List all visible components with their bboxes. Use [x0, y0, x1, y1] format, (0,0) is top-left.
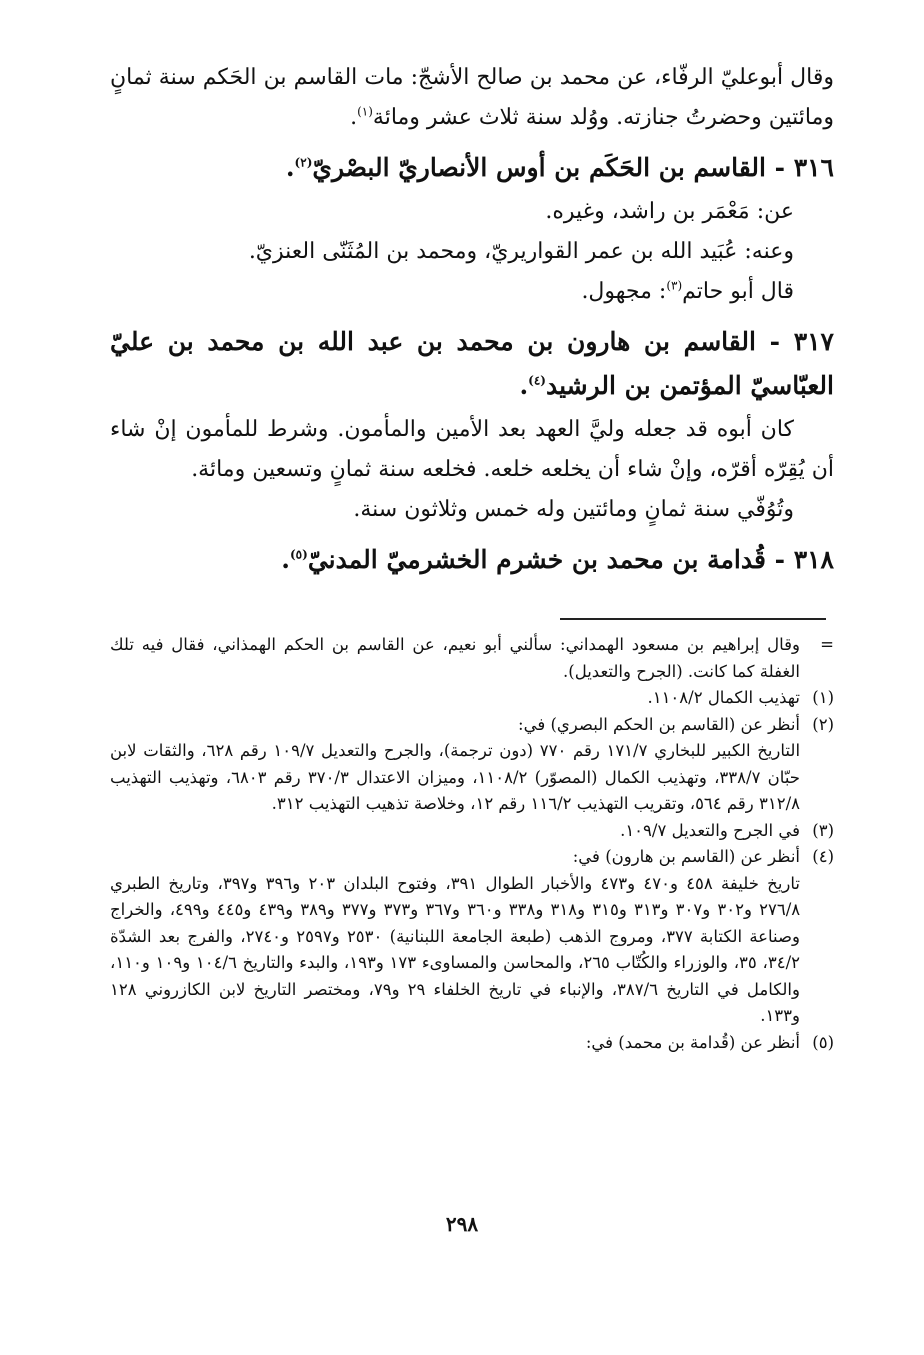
footnote-4	[110, 844, 834, 871]
entry-316-line-3-b: : مجهول.	[581, 279, 667, 304]
entry-317-heading: ٣١٧ - القاسم بن هارون بن محمد بن عبد الله بن محمد بن عليّ العبّاسيّ المؤتمن بن الرشيد$^{(٤)}$.	[110, 327, 834, 400]
footnote-text: أنظر عن (القاسم بن هارون) في:	[572, 847, 800, 866]
footnote-mark: (٥)	[812, 1032, 834, 1052]
paragraph-1-text: وقال أبوعليّ الرفّاء، عن محمد بن صالح الأشجّ: مات القاسم بن الحَكم سنة ثمانٍ ومائتين وحضرتُ جنازته. ووُلد سنة ثلاث عشر ومائة	[110, 65, 834, 130]
footnote-ref-1[interactable]: (١)	[357, 104, 373, 119]
entry-316-line-1: عن: مَعْمَر بن راشد، وغيره.	[545, 199, 794, 224]
entry-316-line-2: وعنه: عُبَيد الله بن عمر القواريريّ، ومحمد بن المُثَنّى العنزيّ.	[248, 239, 794, 264]
footnote-text: أنظر عن (قُدامة بن محمد) في:	[585, 1032, 800, 1052]
entry-316-title: ٣١٦ - القاسم بن الحَكَم بن أوس الأنصاريّ البصْريّ	[312, 153, 834, 182]
footnote-text: وقال إبراهيم بن مسعود الهمداني: سألني أبو نعيم، عن القاسم بن الحكم الهمذاني، فقال فيه تلك الغفلة كما كانت. (الجرح والتعديل).	[110, 635, 800, 681]
footnote-5	[110, 1030, 834, 1057]
footnote-mark	[800, 871, 834, 1030]
footnote-2-sources	[110, 738, 834, 818]
footnote-mark: (٢)	[812, 714, 834, 734]
footnote-mark: =	[820, 635, 834, 654]
footnote-ref-5[interactable]: (٥)	[289, 547, 308, 562]
footnote-mark: (٣)	[812, 820, 834, 840]
main-text	[110, 58, 834, 584]
entry-318-heading: ٣١٨ - قُدامة بن محمد بن خشرم الخشرميّ المدنيّ$^{(٥)}$.	[281, 545, 834, 574]
entry-317-title: ٣١٧ - القاسم بن هارون بن محمد بن عبد الله بن محمد بن عليّ العبّاسيّ المؤتمن بن الرشيد	[110, 327, 834, 400]
footnote-3	[110, 818, 834, 845]
footnote-separator	[560, 618, 826, 620]
footnote-1	[110, 685, 834, 712]
page-number: ٢٩٨	[445, 1212, 479, 1236]
footnote-mark: (١)	[812, 688, 834, 707]
footnote-ref-4[interactable]: (٤)	[528, 373, 546, 388]
footnote-2	[110, 712, 834, 739]
paragraph-1: وقال أبوعليّ الرفّاء، عن محمد بن صالح الأشجّ: مات القاسم بن الحَكم سنة ثمانٍ ومائتين وحضرتُ جنازته. ووُلد سنة ثلاث عشر ومائة$^{(١)}$.	[110, 65, 834, 130]
footnote-ref-3[interactable]: (٣)	[666, 278, 683, 293]
footnote-text: التاريخ الكبير للبخاري ١٧١/٧ رقم ٧٧٠ (دون ترجمة)، والجرح والتعديل ١٠٩/٧ رقم ٦٢٨، والثقات لابن حبّان ٣٣٨/٧، وتهذيب الكمال (المصوّر) ١١٠٨/٢، وميزان الاعتدال ٣٧٠/٣ رقم ٦٨٠٣، وتهذيب التهذيب ٣١٢/٨ رقم ٥٦٤، وتقريب التهذيب ١١٦/٢ رقم ١٢، وخلاصة تذهيب التهذيب ٣١٢.	[110, 741, 801, 813]
footnotes	[110, 632, 834, 1056]
entry-318-title: ٣١٨ - قُدامة بن محمد بن خشرم الخشرميّ المدنيّ	[307, 545, 834, 574]
footnote-continuation	[110, 632, 834, 685]
entry-316-line-3-a: قال أبو حاتم	[682, 279, 794, 304]
footnote-ref-2[interactable]: (٢)	[294, 155, 313, 170]
entry-316-heading: ٣١٦ - القاسم بن الحَكَم بن أوس الأنصاريّ البصْريّ$^{(٢)}$.	[285, 153, 834, 182]
entry-317-paragraph-2: وتُوُفّي سنة ثمانٍ ومائتين وله خمس وثلاثون سنة.	[353, 497, 794, 522]
footnote-4-sources	[110, 871, 834, 1030]
entry-316-line-3	[110, 272, 834, 312]
footnote-mark: (٤)	[812, 847, 834, 866]
footnote-text: تاريخ خليفة ٤٥٨ و٤٧٠ و٤٧٣ والأخبار الطوال ٣٩١، وفتوح البلدان ٢٠٣ و٣٩٦ و٣٩٧، وتاريخ الطبري ٢٧٦/٨ و٣٠٢ و٣٠٧ و٣١٣ و٣١٥ و٣١٨ و٣٣٨ و٣٦٠ و٣٦٧ و٣٧٣ و٣٧٧ و٣٨٩ و٤٣٩ و٤٤٥ و٤٩٩، والخراج وصناعة الكتابة ٣٧٧، ومروج الذهب (طبعة الجامعة اللبنانية) ٢٥٣٠ و٢٥٩٧ و٢٧٤٠، والفرج بعد الشدّة ٣٤/٢، ٣٥، والوزراء والكُتّاب ٢٦٥، والمحاسن والمساوىء ١٧٣ و١٩٣، والبدء والتاريخ ١٠٤/٦ و١٠٩ و١١٠، والكامل في التاريخ ٣٨٧/٦، والإنباء في تاريخ الخلفاء ٢٩ و٧٩، ومختصر التاريخ لابن الكازروني ١٢٨ و١٣٣.	[110, 873, 801, 1025]
footnote-text: تهذيب الكمال ١١٠٨/٢.	[647, 688, 800, 707]
footnote-text: أنظر عن (القاسم بن الحكم البصري) في:	[518, 714, 800, 734]
footnote-text: في الجرح والتعديل ١٠٩/٧.	[620, 820, 800, 840]
footnote-mark	[800, 738, 834, 818]
entry-317-paragraph-1: كان أبوه قد جعله وليَّ العهد بعد الأمين والمأمون. وشرط للمأمون إنْ شاء أن يُقِرّه أقرّه، وإنْ شاء أن يخلعه خلعه. فخلعه سنة ثمانٍ وتسعين ومائة.	[110, 417, 834, 482]
